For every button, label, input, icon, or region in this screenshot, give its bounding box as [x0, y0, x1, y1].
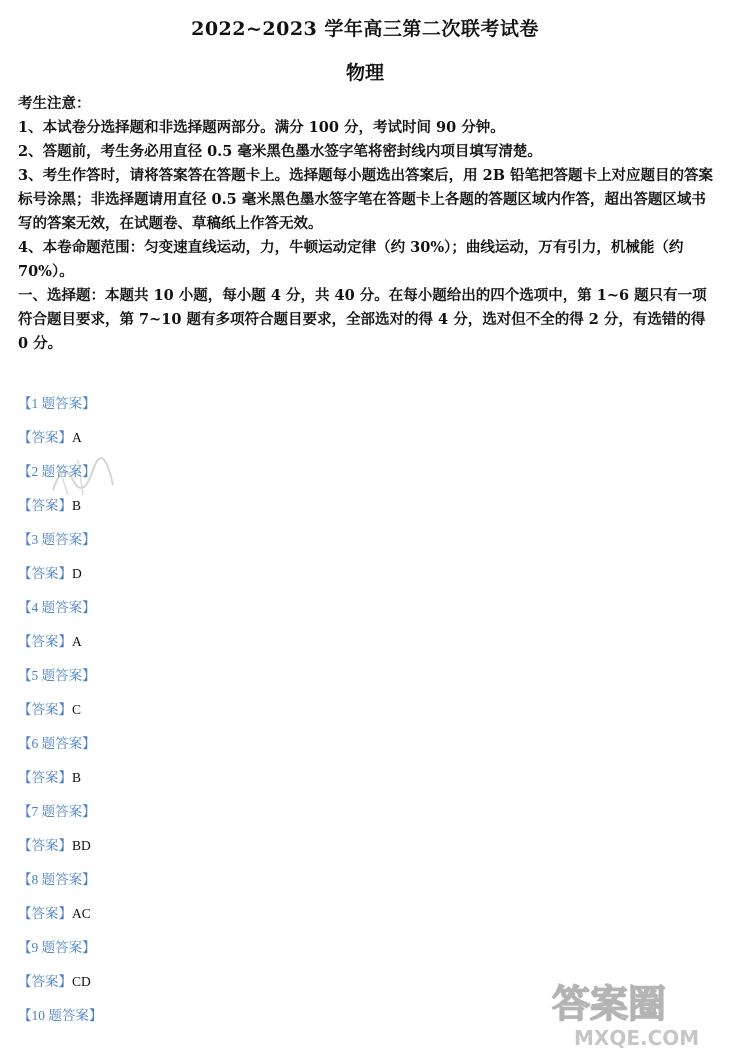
- question-label-7: 【7 题答案】: [18, 804, 96, 819]
- section-instructions: 一、选择题：本题共 10 小题，每小题 4 分，共 40 分。在每小题给出的四个选项中，第 1~6 题只有一项符合题目要求，第 7~10 题有多项符合题目要求，全部选对的得 4 分，选对但不全的得 2 分，有选错的得 0 分。: [18, 287, 707, 352]
- notice-item-3: 3、考生作答时，请将答案答在答题卡上。选择题每小题选出答案后，用 2B 铅笔把答题卡上对应题目的答案标号涂黑；非选择题请用直径 0.5 毫米黑色墨水签字笔在答题卡上各题的答题区域内作答，超出答题区域书写的答案无效，在试题卷、草稿纸上作答无效。: [18, 167, 714, 232]
- answer-label: 【答案】: [18, 498, 72, 513]
- answer-row-5: [18, 698, 718, 732]
- question-label-10: 【10 题答案】: [18, 1008, 103, 1023]
- answer-list: [18, 392, 718, 1038]
- notice-heading: 考生注意：: [18, 95, 91, 112]
- answer-label: 【答案】: [18, 974, 72, 989]
- answer-row-6: [18, 766, 718, 800]
- question-label-2: 【2 题答案】: [18, 464, 96, 479]
- question-label-6: 【6 题答案】: [18, 736, 96, 751]
- exam-notice: [18, 92, 718, 356]
- answer-row-4: [18, 630, 718, 664]
- answer-row-7: [18, 834, 718, 868]
- answer-value: BD: [72, 838, 91, 853]
- answer-value: CD: [72, 974, 91, 989]
- notice-item-2: 2、答题前，考生务必用直径 0.5 毫米黑色墨水签字笔将密封线内项目填写清楚。: [18, 143, 542, 160]
- notice-item-1: 1、本试卷分选择题和非选择题两部分。满分 100 分，考试时间 90 分钟。: [18, 119, 505, 136]
- answer-label: 【答案】: [18, 702, 72, 717]
- answer-value: B: [72, 498, 82, 513]
- answer-label: 【答案】: [18, 634, 72, 649]
- answer-value: B: [72, 770, 82, 785]
- watermark-logo-icon: [546, 969, 716, 1049]
- answer-label: 【答案】: [18, 430, 72, 445]
- answer-row-3: [18, 562, 718, 596]
- question-label-1: 【1 题答案】: [18, 396, 96, 411]
- question-label-5: 【5 题答案】: [18, 668, 96, 683]
- question-label-3: 【3 题答案】: [18, 532, 96, 547]
- subject-title: 物理: [345, 62, 384, 84]
- answer-value: C: [72, 702, 82, 717]
- answer-value: A: [72, 634, 82, 649]
- answer-row-2: [18, 494, 718, 528]
- answer-label: 【答案】: [18, 906, 72, 921]
- question-label-4: 【4 题答案】: [18, 600, 96, 615]
- answer-row-1: [18, 426, 718, 460]
- answer-value: AC: [72, 906, 91, 921]
- page-title: 2022~2023 学年高三第二次联考试卷: [191, 18, 539, 40]
- answer-label: 【答案】: [18, 838, 72, 853]
- watermark-site: MXQE.COM: [574, 1026, 700, 1049]
- notice-item-4: 4、本卷命题范围：匀变速直线运动，力，牛顿运动定律（约 30%）；曲线运动，万有引力，机械能（约 70%）。: [18, 239, 684, 280]
- watermark-text: 答案圈: [552, 982, 667, 1026]
- answer-label: 【答案】: [18, 770, 72, 785]
- faint-stamp-icon: [48, 450, 118, 500]
- answer-label: 【答案】: [18, 566, 72, 581]
- answer-row-8: [18, 902, 718, 936]
- answer-value: A: [72, 430, 82, 445]
- question-label-9: 【9 题答案】: [18, 940, 96, 955]
- answer-value: D: [72, 566, 82, 581]
- question-label-8: 【8 题答案】: [18, 872, 96, 887]
